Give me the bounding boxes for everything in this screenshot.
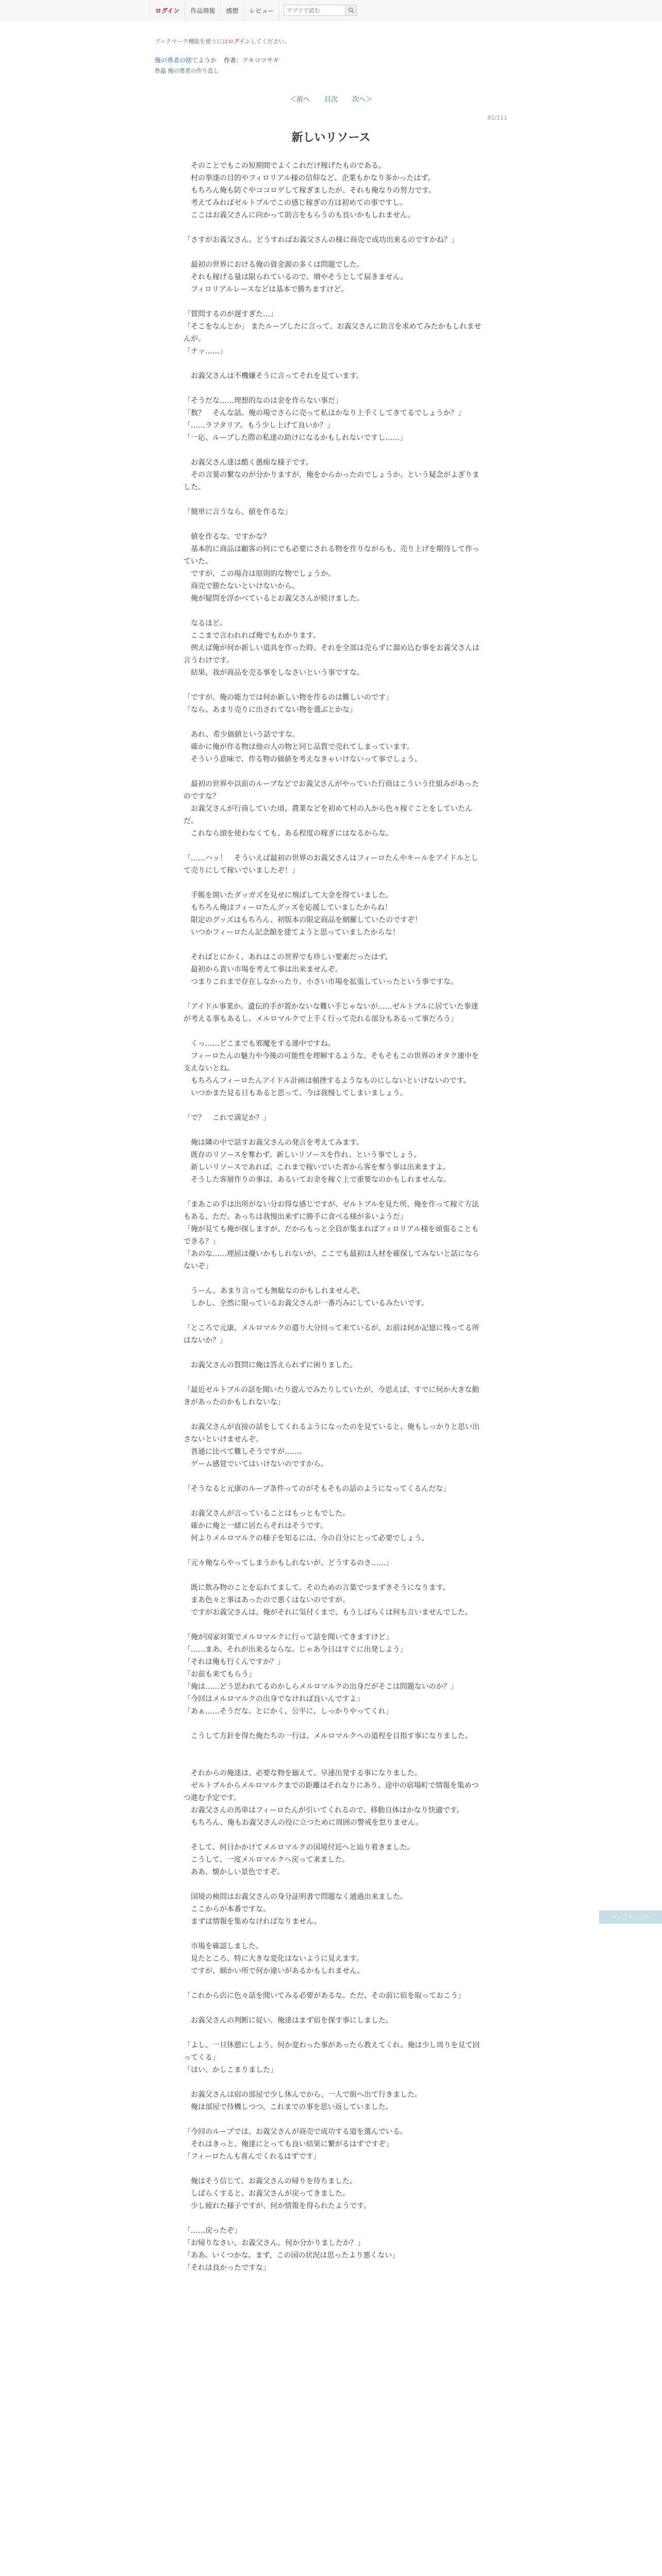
body-paragraph: その言葉の繋なのが分かりますが、俺をからかったのでしょうか、という疑念がよぎりました。 (184, 471, 479, 492)
body-paragraph: 「さすがお義父さん。どうすればお義父さんの様に商売で成功出来るのですかね？」 (184, 236, 458, 244)
body-paragraph: 「そうなると元康のループ条件ってのがそもそもの話のようになってくるんだな」 (184, 1485, 451, 1493)
body-paragraph: なるほど。 (184, 619, 227, 628)
top-navigation-inner (150, 0, 357, 21)
body-paragraph (184, 840, 483, 852)
body-paragraph: 俺はそう信じて、お義父さんの帰りを待ちました。 (184, 2177, 357, 2185)
body-paragraph (184, 1470, 483, 1483)
body-paragraph (184, 2027, 483, 2039)
body-paragraph: 「俺は……どう思われてるのかしらメルロマルクの出身だがそこは問題ないのか？」 (184, 1683, 458, 1691)
body-paragraph: 何よりメルロマルクの様子を知るには、今の自分にとって必要でしょう。 (184, 1534, 429, 1543)
body-paragraph (184, 1025, 483, 1038)
body-paragraph: 最初から貴い市場を考えて事は出来ませんぞ。 (184, 965, 342, 974)
body-paragraph: 見たところ、特に大きな変化はないように見えます。 (184, 1955, 363, 1963)
body-paragraph: 「で？ これで満足か？」 (184, 1114, 270, 1122)
body-paragraph (184, 382, 483, 395)
body-paragraph: 「質問するのが遅すぎた…」 (184, 310, 277, 318)
body-paragraph: 「今回のループでは、お義父さんが商売で成功する道を選んでいる。 (184, 2128, 407, 2136)
body-paragraph: いつかまた見る日もあると思って、今は我慢してしまいましょう。 (184, 1089, 407, 1097)
body-paragraph: 「そこをなんとか」 またルーブしたに言って、お義父さんに助言を求めてみたかもしれませんが。 (184, 323, 482, 343)
body-paragraph: 基本的に商品は顧客の何にでも必要にされる物を作りながらも、売り上げを期待して作っていた。 (184, 545, 479, 566)
body-paragraph: つまりこれまで存在しなかったり、小さい市場を拡張していったという事ですな。 (184, 978, 458, 986)
body-paragraph: ここはお義父さんに向かって助言をもらうのも良いかもしれません。 (184, 211, 415, 219)
body-paragraph: 「まあこの手は出所がない分お得な感じですが、ゼルトブルを見た所、俺を作って稼ぐ方法もある、ただ、あっちは我慢出来ずに勝手に食べる様が多いようだ」 (184, 1200, 479, 1221)
body-paragraph: 「ああ。いくつかな。まず、この国の状況は思ったより悪くない」 (184, 2251, 400, 2260)
related-work (155, 66, 279, 75)
body-paragraph (184, 222, 483, 234)
body-paragraph: 結果、我が商品を売る事をしなさいという事ですな。 (184, 669, 364, 677)
body-paragraph: ああ、懐かしい景色ですぞ。 (184, 1868, 285, 1876)
body-paragraph: 新しいリソースであれば、これまで稼いでいた者から客を奪う事は出来ますよ。 (184, 1163, 451, 1172)
body-paragraph: くっ……どこまでも邪魔をする連中ですね。 (184, 1040, 335, 1048)
body-paragraph: 俺は隣の中で話すお義父さんの発言を考えてみます。 (184, 1139, 363, 1147)
body-paragraph: そうした客層作りの事は、あるいてお金を稼ぐ上で重要なのかもしれませんな。 (184, 1176, 451, 1184)
body-paragraph (184, 1409, 483, 1421)
body-paragraph (184, 2076, 483, 2089)
bookmark-notice-suffix: してください。 (250, 38, 290, 45)
body-paragraph: 最初の世界や以前のルーブなどでお義父さんがやっていた行商はこういう仕組みがあったのですな？ (184, 780, 479, 801)
body-paragraph: 「それは良かったですな」 (184, 2264, 270, 2272)
body-paragraph (184, 679, 483, 691)
body-paragraph: 俺が疑問を浮かべているとお義父さんが続けました。 (184, 595, 364, 603)
body-paragraph: 「簡単に言うなら、値を作るな」 (184, 508, 292, 516)
body-paragraph (184, 444, 483, 456)
table-of-contents-link[interactable]: 目次 (324, 96, 338, 104)
body-paragraph: お義父さんは宿の部屋で少し休んでから、一人で街へ出て行きました。 (184, 2091, 422, 2099)
body-paragraph: 「お帰りなさい、お義父さん。何か分かりましたか？」 (184, 2239, 365, 2247)
body-paragraph: ですがお義父さんは、俺がそれに気付くまで、もうしばらくは何も言いませんでした。 (184, 1608, 472, 1617)
nav-item-comments[interactable]: 感想 (221, 0, 244, 21)
body-paragraph: もちろん俺はフィーロたんグッズを応援していましたからね！ (184, 904, 392, 912)
body-paragraph: 考えてみればゼルトブルでこの感じ稼ぎの方は初めての事ですし。 (184, 199, 407, 207)
body-paragraph (184, 1310, 483, 1322)
body-paragraph: こうして方針を得た俺たちの一行は、メルロマルクへの道程を目指す事になりました。 (184, 1732, 472, 1740)
body-paragraph (184, 1878, 483, 1891)
body-paragraph: 国境の検問はお義父さんの身分証明書で問題なく通過出来ました。 (184, 1893, 407, 1901)
body-paragraph (184, 1829, 483, 1841)
body-paragraph: 「今回はメルロマルクの出身でなければ良いんですよ」 (184, 1695, 364, 1703)
body-paragraph: 少し疲れた様子ですが、何か情報を得られたようです。 (184, 2202, 371, 2210)
body-paragraph: しばらくすると、お義父さんが戻ってきました。 (184, 2190, 350, 2198)
body-paragraph: ゲーム感覚でいてはいけないのですから。 (184, 1460, 328, 1468)
body-paragraph: 限定のグッズはもちろん、初版本の限定商品を網羅していたのですぞ！ (184, 916, 422, 924)
body-paragraph: 確かに俺と一緒に居たらそれはそうです。 (184, 1522, 327, 1530)
body-paragraph: 「ところで元康、メルロマルクの遣り大分回って来ているが、お前は何か記憶に残ってる所はないか？」 (184, 1324, 479, 1345)
body-paragraph: 「……ラフタリア。もう少し上げて良いか？」 (184, 421, 334, 430)
body-paragraph: 既に飲み物のことを忘れてまして。そのための言葉でつまずきそうになります。 (184, 1584, 450, 1592)
body-paragraph: 「一応、ループした際の私達の助けになるかもしれないですし……」 (184, 434, 407, 442)
body-paragraph: それはきっと、俺達にとっても良い結果に繋がるはずですぞ」 (184, 2140, 393, 2148)
body-paragraph (184, 1718, 483, 1730)
body-paragraph (184, 1742, 483, 1755)
bookmark-notice-prefix: ブックマーク機能を使うには (155, 38, 228, 45)
body-paragraph: あれ、希少価値という話ですな。 (184, 731, 300, 739)
body-paragraph: 「これから店に色々話を聞いてみる必要があるな。ただ、その前に宿を取っておこう」 (184, 1992, 465, 2000)
body-paragraph: お義父さんが行商していた頃、農業などを初めて村の人から色々稼ぐことをしていたんだ。 (184, 805, 472, 825)
body-paragraph: しかし、全然に限っているお義父さんが一番巧みにしているみたいです。 (184, 1299, 428, 1308)
body-paragraph: お義父さんは不機嫌そうに言ってそれを見ています。 (184, 372, 363, 380)
body-paragraph (184, 1495, 483, 1507)
body-paragraph (184, 2002, 483, 2014)
body-paragraph: もちろん俺も防ぐやココロゲして稼ぎましたが、それも俺なりの努力です。 (184, 187, 436, 195)
body-paragraph: そのことでもこの短期間でよくこれだけ稼げたものである。 (184, 162, 386, 170)
chapter-number: 81/111 (487, 114, 507, 121)
body-paragraph: 手帳を開いたダッガズを見せに飛ばして大金を得ていました。 (184, 891, 393, 900)
author-label: 作者： (223, 57, 242, 64)
chapter-title: 新しいリソース (291, 131, 371, 144)
series-title-link[interactable]: 俺の勇者の捨てようか (155, 57, 217, 64)
body-paragraph: 市場を確認しました。 (184, 1942, 263, 1951)
body-paragraph: 普通に比べて難しそうですが……。 (184, 1448, 306, 1456)
body-paragraph: 「俺が見ても俺が探しますが、だからもっと全員が集まればフィロリアル様を頑張ることもできる？」 (184, 1225, 479, 1246)
related-work-label: 作品 (155, 67, 166, 74)
body-paragraph: 商売で勝たないといけないから、 (184, 582, 299, 590)
body-paragraph: 「それは俺も行くんですか？」 (184, 1658, 285, 1666)
body-paragraph (184, 766, 483, 778)
search-input[interactable] (284, 5, 345, 16)
body-paragraph (184, 1099, 483, 1112)
nav-item-work-info[interactable]: 作品情報 (185, 0, 221, 21)
author-link[interactable]: アキコツサギ (242, 57, 279, 64)
body-paragraph: 「……まあ、それが出来るならな。じゃあ今日はすぐに出発しよう」 (184, 1646, 407, 1654)
body-paragraph: ここまで言われれば俺でもわかります。 (184, 632, 320, 640)
body-paragraph (184, 2113, 483, 2126)
body-paragraph (184, 988, 483, 1001)
body-paragraph: 俺は部屋で待機しつつ、これまでの事を思い返していました。 (184, 2103, 393, 2111)
body-paragraph (184, 1619, 483, 1631)
body-paragraph: そして、何日かかけてメルロマルクの国境付近へと辿り着きました。 (184, 1843, 415, 1852)
chapter-body (184, 160, 483, 2274)
body-paragraph (184, 605, 483, 617)
nav-item-reviews[interactable]: レビュー (244, 0, 279, 21)
body-paragraph: お義父さんの質問に俺は答えられずに困りました。 (184, 1361, 357, 1369)
body-paragraph: 「ですが、俺の能力では何か新しい物を作るのは難しいのです」 (184, 693, 393, 702)
search-button[interactable] (345, 5, 357, 16)
body-paragraph: 例えば俺が何か新しい道具を作った時、それを全部は売らずに溜め込む事をお義父さんは言うわけです。 (184, 644, 479, 665)
body-paragraph (184, 877, 483, 889)
series-info (155, 56, 279, 75)
body-paragraph: 「……戻ったぞ」 (184, 2227, 241, 2235)
body-paragraph: 「あのな……理屈は優いかもしれないが、ここでも最初は人材を確保してみないと話にならないぞ」 (184, 1250, 479, 1270)
body-paragraph (184, 1124, 483, 1137)
body-paragraph: 「数？ そんな話。俺の場でさらに売って私はかなり上手くしてきてるでしょうか？」 (184, 409, 465, 417)
body-paragraph (184, 2212, 483, 2225)
body-paragraph (184, 1371, 483, 1384)
body-paragraph: ここからが本番ですな。 (184, 1905, 270, 1913)
body-paragraph: ですが、細かい所で何か違いがあるかもしれません。 (184, 1967, 365, 1975)
body-paragraph: そればとにかく、あれはこの世界でも珍しい要素だったはず。 (184, 953, 392, 961)
body-paragraph: 村の拳達の目的やフィロリアル様の信仰など、企業もかなり多かったはず。 (184, 174, 435, 182)
body-paragraph: まずは情報を集めなければなりません。 (184, 1918, 321, 1926)
body-paragraph: フィロリアルレースなどは基本で勝ちますけど。 (184, 285, 349, 294)
body-paragraph: まあ色々と事はあったので悪くはないのですが。 (184, 1596, 350, 1604)
body-paragraph: 「俺が国家対策でメルロマルクに行って話を聞いてきますけど」 (184, 1633, 393, 1641)
body-paragraph: それも稼げる量は限られているので、増やそうとして届きません。 (184, 273, 408, 281)
body-paragraph (184, 1928, 483, 1940)
body-paragraph: 「フィーロたんも喜んでくれるはずです」 (184, 2153, 321, 2161)
body-paragraph: 既存のリソースを奪わず、新しいリソースを作れ、という事でしょう。 (184, 1151, 421, 1159)
chapter-pager (0, 94, 662, 104)
body-paragraph: お義父さんが言っていることはもっともでした。 (184, 1510, 350, 1518)
body-paragraph: フィーロたんの魅力や今後の可能性を理解するような、そもそもこの世界のオタク連中を支えないとね。 (184, 1052, 479, 1073)
body-paragraph: もちろん、俺もお義父さんの役に立つために周囲の警戒を怠りません。 (184, 1819, 423, 1827)
body-paragraph (184, 1347, 483, 1359)
body-paragraph (184, 1755, 483, 1767)
body-paragraph: 「はい、かしこまりました」 (184, 2066, 277, 2074)
body-paragraph: お義父さんが直接の話をしてくれるようになったのを見ていると、俺もしっかりと思い出さないといけませんぞ。 (184, 1423, 479, 1444)
body-paragraph (184, 1977, 483, 1990)
body-paragraph: 「あぁ……そうだな。とにかく、公平に、しっかりやってくれ」 (184, 1707, 393, 1716)
body-paragraph (184, 939, 483, 951)
body-paragraph: これなら頭を使わなくても、ある程度の稼ぎにはなるからな。 (184, 829, 393, 838)
top-navigation-bar (0, 0, 662, 21)
body-paragraph: ですが、この場合は原則的な物でしょうか。 (184, 570, 335, 578)
body-paragraph (184, 296, 483, 308)
body-paragraph: お義父さんの馬車はフィーロたんが引いてくれるので、移動自体はかなり快適です。 (184, 1806, 464, 1815)
body-paragraph (184, 246, 483, 259)
body-paragraph: 値を作るな、ですかな？ (184, 533, 270, 541)
body-paragraph (184, 1186, 483, 1198)
body-paragraph: ゼルトブルからメルロマルクまでの距離はそれなりにあり、途中の宿場町で情報を集めつつ進む予定です。 (184, 1782, 479, 1802)
body-paragraph (184, 1545, 483, 1557)
body-paragraph (184, 1569, 483, 1582)
body-paragraph: うーん、あまり言っても無駄なのかもしれませんぞ。 (184, 1287, 365, 1295)
body-paragraph (184, 494, 483, 506)
related-work-link[interactable]: 俺の勇者の作り直し (168, 67, 219, 74)
body-paragraph: こうして、一度メルロマルクへ戻って来ました。 (184, 1856, 350, 1864)
body-paragraph: 確かに俺が作る物は他の人の物と同じ品質で売れてしまっています。 (184, 743, 414, 751)
body-paragraph (184, 358, 483, 370)
body-paragraph: 「最近ゼルトブルの話を聞いたり遊んでみたりしていたが、今思えば、すでに何か大きな動きがあったのかもしれないな」 (184, 1386, 479, 1406)
body-paragraph: もちろんフィーロたんアイドル計画は頓挫するようなものにしないといけないのです。 (184, 1077, 471, 1085)
body-paragraph: 「アイドル事業か。遺伝的手が置かないな難い手じゃないが……ゼルトブルに居ていた拳達が考える事もあるし、メルロマルクで上手く行って売れる部分もあるって事だろう」 (184, 1003, 478, 1023)
bookmark-login-link[interactable]: ログイン (228, 38, 251, 45)
body-paragraph: 「……ハッ！ そういえば最初の世界のお義父さんはフィーロたんやキールをアイドルとして売りにして稼いでいましたぞ！」 (184, 854, 478, 875)
body-paragraph: お義父さんの判断に従い、俺達はまず宿を探す事にしました。 (184, 2016, 393, 2025)
body-paragraph: 「なら、あまり売りに出されてない物を選ぶとかな」 (184, 706, 357, 714)
body-paragraph (184, 1273, 483, 1285)
prev-chapter-link[interactable]: ＜前へ (289, 96, 310, 104)
body-paragraph: 「お前も来てもらう」 (184, 1670, 256, 1679)
body-paragraph (184, 518, 483, 531)
body-paragraph: それからの俺達は、必要な物を揃えて、早速出発する事になりました。 (184, 1769, 422, 1777)
body-paragraph: そういう意味で、作る物の価値を考えなきゃいけないって事でしょう。 (184, 755, 422, 764)
body-paragraph: 「そうだな……理想的なのは金を作らない事だ」 (184, 397, 342, 405)
body-paragraph: 最初の世界における俺の資金源の多くは問題でした。 (184, 261, 364, 269)
bookmark-notice (155, 37, 290, 45)
next-chapter-link[interactable]: 次へ＞ (352, 96, 373, 104)
body-paragraph: 「ナッ……」 (184, 347, 227, 355)
search-icon (348, 7, 354, 13)
body-paragraph (184, 2163, 483, 2175)
body-paragraph: 「元々俺ならやってしまうかもしれないが、どうするのさ……」 (184, 1559, 393, 1567)
body-paragraph: 「よし、一旦休憩にしよう。何か変わった事があったら教えてくれ。俺は少し周りを見て回ってくる」 (184, 2041, 480, 2062)
page-top-button[interactable]: ページトップへ (599, 1910, 662, 1924)
body-paragraph: いつかフィーロたん記念館を建てようと思っていましたからな！ (184, 928, 400, 937)
login-link[interactable]: ログイン (150, 0, 185, 21)
body-paragraph (184, 716, 483, 728)
body-paragraph: お義父さん達は酷く愚痴な様子です。 (184, 459, 313, 467)
